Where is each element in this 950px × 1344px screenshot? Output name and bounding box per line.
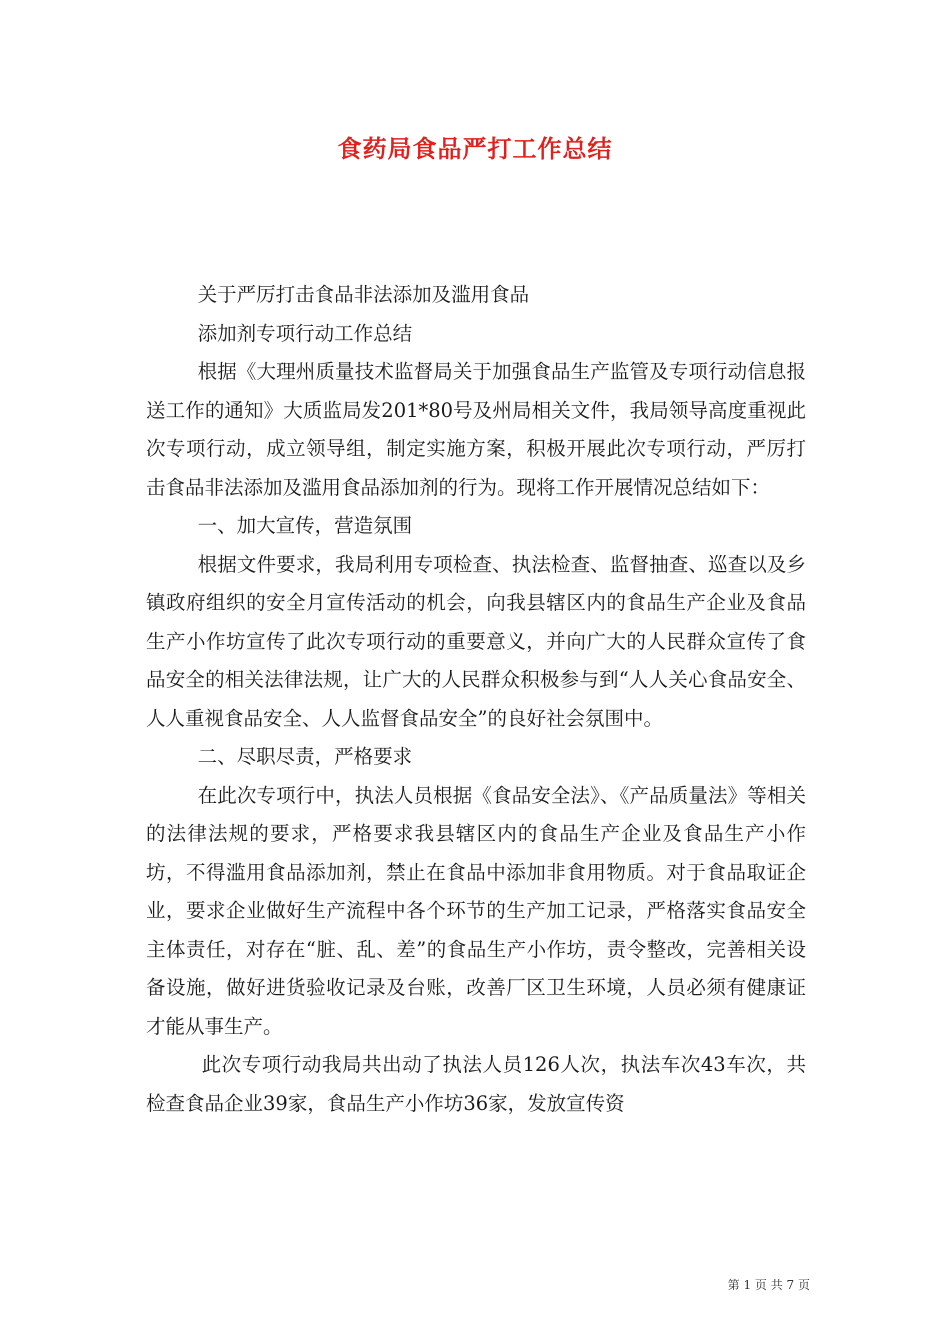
paragraph-requirements: 在此次专项行中，执法人员根据《食品安全法》、《产品质量法》等相关的法律法规的要求，严格要求我县辖区内的食品生产企业及食品生产小作坊，不得滥用食品添加剂，禁止在食品中添加非食用物质。对于食品取证企业，要求企业做好生产流程中各个环节的生产加工记录，严格落实食品安全主体责任，对存在“脏、乱、差”的食品生产小作坊，责令整改，完善相关设备设施，做好进货验收记录及台账，改善厂区卫生环境，人员必须有健康证才能从事生产。 (146, 783, 806, 1038)
section-heading-1: 一、加大宣传，营造氛围 (197, 514, 413, 537)
paragraph-intro: 根据《大理州质量技术监督局关于加强食品生产监管及专项行动信息报送工作的通知》大质监局发201*80号及州局相关文件，我局领导高度重视此次专项行动，成立领导组，制定实施方案，积极开展此次专项行动，严厉打击食品非法添加及滥用食品添加剂的行为。现将工作开展情况总结如下： (146, 360, 806, 499)
page-number-footer: 第 1 页 共 7 页 (727, 1278, 810, 1292)
paragraph-publicity: 根据文件要求，我局利用专项检查、执法检查、监督抽查、巡查以及乡镇政府组织的安全月宣传活动的机会，向我县辖区内的食品生产企业及食品生产小作坊宣传了此次专项行动的重要意义，并向广大的人民群众宣传了食品安全的相关法律法规，让广大的人民群众积极参与到“人人关心食品安全、人人重视食品安全、人人监督食品安全”的良好社会氛围中。 (146, 552, 806, 730)
paragraph-statistics: 此次专项行动我局共出动了执法人员126人次，执法车次43车次，共检查食品企业39家，食品生产小作坊36家，发放宣传资 (146, 1053, 806, 1115)
section-heading-2: 二、尽职尽责，严格要求 (197, 745, 413, 768)
document-body (146, 276, 806, 1123)
paragraph-subtitle-line-2: 添加剂专项行动工作总结 (197, 321, 413, 345)
paragraph-subtitle-line-1: 关于严厉打击食品非法添加及滥用食品 (197, 283, 530, 306)
document-title: 食药局食品严打工作总结 (337, 134, 613, 163)
